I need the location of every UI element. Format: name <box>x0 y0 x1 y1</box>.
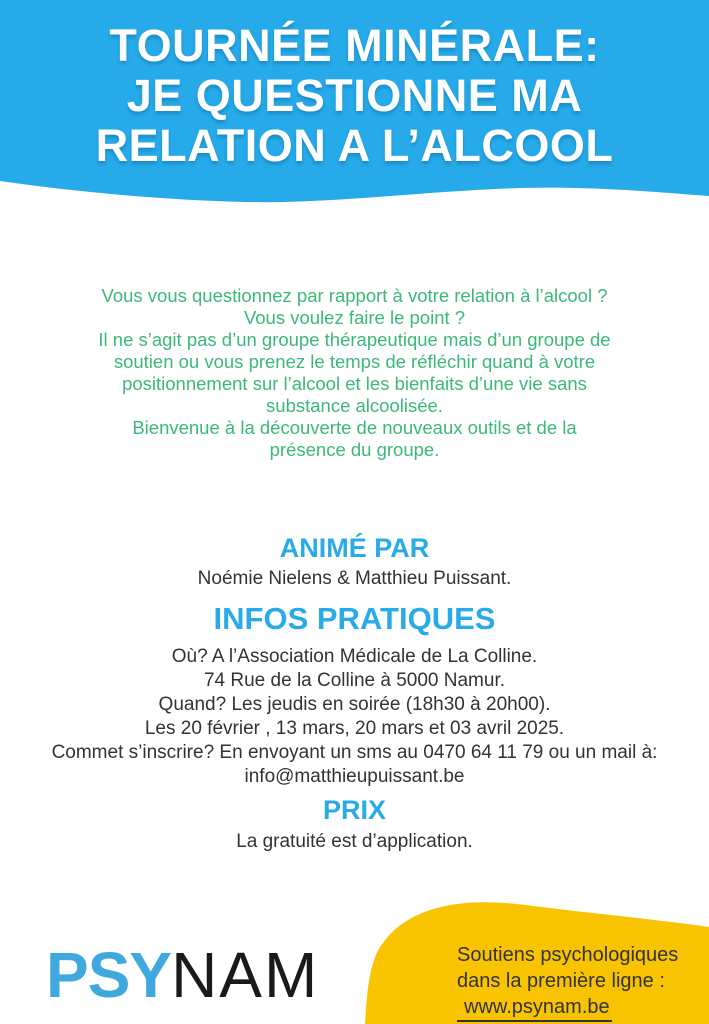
price-text: La gratuité est d’application. <box>236 831 473 852</box>
page-title <box>0 21 709 171</box>
page-title-line: TOURNÉE MINÉRALE: <box>109 20 600 71</box>
intro-paragraph <box>0 285 709 461</box>
hosted-by-heading: ANIMÉ PAR <box>279 533 430 563</box>
practical-info-email: info@matthieupuissant.be <box>244 766 465 787</box>
psynam-logo <box>46 939 320 1011</box>
intro-line: substance alcoolisée. <box>266 395 443 416</box>
practical-info-block <box>0 645 709 789</box>
page-title-line: RELATION A L’ALCOOL <box>95 120 614 171</box>
intro-line: présence du groupe. <box>269 439 440 460</box>
intro-line: positionnement sur l’alcool et les bienfaits d’une vie sans <box>122 373 587 394</box>
hosted-by-names: Noémie Nielens & Matthieu Puissant. <box>197 568 512 589</box>
footer-blob-line2: dans la première ligne : <box>457 970 665 992</box>
psynam-logo-nam: NAM <box>171 939 320 1011</box>
footer-blob-line1: Soutiens psychologiques <box>457 944 679 966</box>
footer-blob-text <box>457 942 678 1022</box>
price-heading: PRIX <box>322 795 387 825</box>
practical-info-line-address: 74 Rue de la Colline à 5000 Namur. <box>203 670 506 691</box>
practical-info-heading: INFOS PRATIQUES <box>213 601 496 636</box>
practical-info-line-dates: Les 20 février , 13 mars, 20 mars et 03 avril 2025. <box>144 718 565 739</box>
practical-info-line-when: Quand? Les jeudis en soirée (18h30 à 20h00). <box>158 694 551 715</box>
intro-line: soutien ou vous prenez le temps de réfléchir quand à votre <box>113 351 596 372</box>
psynam-logo-psy: PSY <box>46 939 172 1011</box>
intro-line: Il ne s’agit pas d’un groupe thérapeutique mais d’un groupe de <box>98 329 611 350</box>
page-title-line: JE QUESTIONNE MA <box>126 70 583 121</box>
intro-line: Bienvenue à la découverte de nouveaux outils et de la <box>132 417 577 438</box>
practical-info-line-signup: Commet s’inscrire? En envoyant un sms au 0470 64 11 79 ou un mail à: <box>51 742 658 763</box>
intro-line: Vous voulez faire le point ? <box>243 307 466 328</box>
practical-info-line-where: Où? A l’Association Médicale de La Colline. <box>171 646 538 667</box>
psynam-website-link[interactable]: www.psynam.be <box>457 994 612 1022</box>
intro-line: Vous vous questionnez par rapport à votre relation à l’alcool ? <box>101 285 608 306</box>
